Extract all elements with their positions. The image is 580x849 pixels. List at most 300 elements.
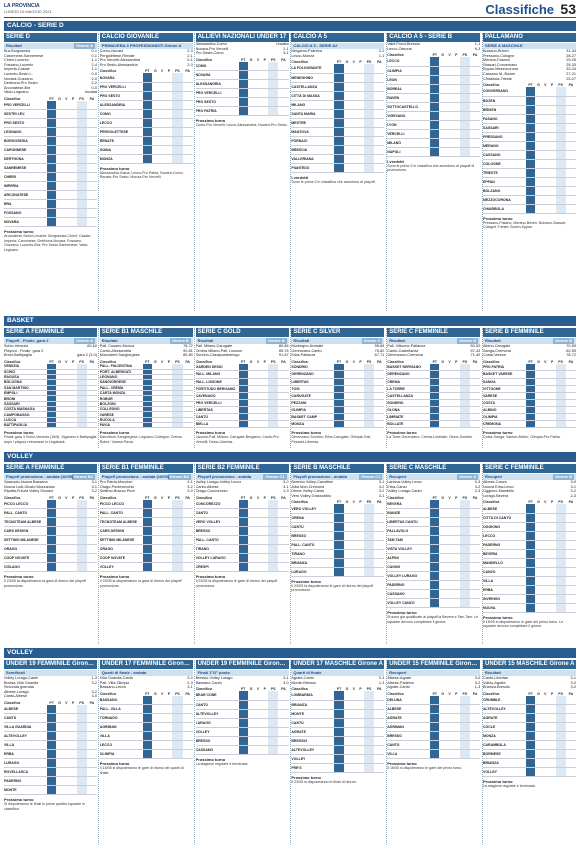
table-row [483, 723, 576, 732]
table-header-cell: PS [175, 495, 180, 500]
team-name: COCLE [483, 723, 526, 732]
team-name: SETTIMO MILANESE [100, 536, 143, 545]
points-cell [47, 518, 56, 527]
points-cell [334, 154, 343, 163]
stat-cell [460, 714, 470, 723]
stat-cell [255, 700, 262, 709]
next-round-note: Il 23/05 la disputeranno la gara di ritorno dei playoff promozione. [99, 579, 182, 588]
team-name: TECNOTEAM ALBESE [100, 518, 143, 527]
team-name: BOLOGNA [4, 380, 47, 385]
table-row [387, 111, 480, 120]
stat-cell [566, 723, 576, 732]
stat-cell [470, 138, 480, 147]
stat-cell [566, 741, 576, 750]
stat-cell [542, 114, 549, 123]
stat-cell [166, 91, 173, 100]
team-name: LOMBARDIA [291, 691, 334, 700]
stat-cell [535, 407, 542, 414]
points-cell [334, 558, 343, 567]
stat-cell [535, 159, 542, 168]
table-header-cell: V [256, 359, 260, 364]
table-header-cell: Classifica [291, 60, 308, 65]
team-name: VERO VOLLEY [291, 504, 334, 513]
stat-cell [460, 385, 470, 392]
stat-cell [460, 129, 470, 138]
result-match: Cantù-Albese [195, 484, 219, 489]
stat-cell [470, 581, 480, 590]
standings-table [196, 687, 289, 755]
stat-cell [535, 168, 542, 177]
stat-cell [261, 563, 268, 572]
team-name: ALESSANDRIA [196, 80, 239, 89]
team-name: SANGIORGESE [100, 380, 143, 385]
points-cell [143, 696, 152, 705]
stat-cell [439, 147, 446, 156]
points-cell [334, 118, 343, 127]
stat-cell [268, 691, 278, 700]
points-cell [430, 705, 439, 714]
team-name: CAVENAGO [196, 392, 239, 399]
stat-cell [556, 123, 566, 132]
stat-cell [172, 500, 182, 509]
stat-cell [350, 727, 357, 736]
points-cell [143, 518, 152, 527]
stat-cell [77, 563, 87, 572]
stat-cell [350, 407, 357, 414]
result-match: Volley-Agrate [483, 680, 506, 685]
table-header-cell: V [544, 359, 547, 364]
stat-cell [357, 736, 364, 745]
table-header-row [387, 496, 480, 500]
team-name: CREMA [387, 378, 430, 385]
table-header-cell: P [359, 359, 362, 364]
team-name: LEGNANO [100, 374, 143, 379]
table-row [4, 536, 97, 545]
stat-cell [357, 558, 364, 567]
result-row [100, 685, 193, 690]
result-score: 1-1 [378, 53, 385, 58]
stat-cell [453, 385, 460, 392]
stat-cell [77, 777, 87, 786]
standings-table [387, 496, 480, 609]
stat-cell [166, 82, 173, 91]
points-cell [526, 150, 535, 159]
stat-cell [344, 718, 351, 727]
stat-cell [152, 696, 159, 705]
team-name: ORAGO [4, 545, 47, 554]
table-header-cell: Classifica [4, 359, 21, 364]
stat-cell [535, 522, 542, 531]
table-row [387, 599, 480, 608]
table-row [387, 536, 480, 545]
stat-cell [255, 727, 262, 736]
stat-cell [278, 718, 288, 727]
stat-cell [172, 82, 182, 91]
stat-cell [172, 118, 182, 127]
stat-cell [255, 89, 262, 98]
stat-cell [183, 423, 193, 428]
table-row [100, 127, 193, 136]
stat-cell [453, 581, 460, 590]
stat-cell [364, 145, 374, 154]
result-match: Pro Sesto-Alessandria [99, 62, 138, 67]
stat-cell [453, 120, 460, 129]
points-cell [239, 727, 248, 736]
table-row [387, 421, 480, 428]
team-name: VILLA [100, 732, 143, 741]
table-row [291, 118, 384, 127]
stat-cell [446, 120, 453, 129]
team-name: OLIMPIA [483, 414, 526, 421]
stat-cell [453, 421, 460, 428]
stat-cell [87, 173, 97, 182]
table-row [387, 392, 480, 399]
points-cell [47, 164, 56, 173]
result-match: Agrate-Cantù [387, 685, 410, 690]
stat-cell [344, 136, 351, 145]
table-row [387, 120, 480, 129]
team-name: FASANO [483, 114, 526, 123]
stat-cell [268, 392, 278, 399]
team-name: PALL. CREMA [100, 385, 143, 390]
stat-cell [152, 100, 159, 109]
stat-cell [566, 204, 576, 213]
points-cell [526, 371, 535, 378]
stat-cell [350, 392, 357, 399]
stat-cell [77, 759, 87, 768]
table-header-row [387, 692, 480, 696]
group-strip-label: Risultati [101, 338, 118, 343]
stat-cell [364, 154, 374, 163]
team-name: PRO SESTO [196, 98, 239, 107]
result-score: 25-27 [566, 76, 576, 81]
stat-cell [152, 73, 159, 82]
stat-cell [159, 118, 166, 127]
stat-cell [183, 527, 193, 536]
stat-cell [470, 741, 480, 750]
points-cell [430, 696, 439, 705]
stat-cell [70, 164, 77, 173]
stat-cell [255, 509, 262, 518]
result-score: 1-3 [474, 685, 481, 690]
stat-cell [166, 732, 173, 741]
result-score: 1-1 [474, 42, 481, 46]
table-row [387, 147, 480, 156]
stat-cell [248, 421, 255, 428]
stat-cell [439, 705, 446, 714]
group-badge: Girone A [459, 474, 477, 479]
stat-cell [248, 700, 255, 709]
table-header-cell: P [550, 359, 554, 364]
stat-cell [453, 378, 460, 385]
stat-cell [63, 536, 70, 545]
team-name: CRUMBLE [483, 696, 526, 705]
group-strip: SERIE A MASCHILE [483, 43, 576, 49]
stat-cell [374, 540, 384, 549]
next-round-note: La stagione regolare è terminata. [483, 784, 536, 789]
stat-cell [63, 777, 70, 786]
stat-cell [248, 509, 255, 518]
stat-cell [374, 100, 384, 109]
stat-cell [556, 594, 566, 603]
result-score: 3-1 [378, 480, 385, 484]
stat-cell [56, 110, 63, 119]
points-cell [239, 518, 248, 527]
result-match: Brianza-Bressio [483, 685, 510, 690]
standings-table [291, 60, 384, 173]
table-header-cell: Classifica [99, 69, 117, 74]
stat-cell [152, 423, 159, 428]
stat-cell [453, 518, 460, 527]
stat-cell [460, 93, 470, 102]
team-name: FORTITUDO BERGAMO [196, 385, 239, 392]
team-name: LYON [387, 120, 430, 129]
standings-box [196, 660, 289, 845]
stat-cell [261, 407, 268, 414]
stat-cell [268, 371, 278, 378]
team-name: TIRANO [291, 549, 334, 558]
result-score: 0-0 [91, 85, 97, 90]
box-title: UNDER 17 MASCHILE Girone A [293, 661, 383, 667]
stat-cell [535, 696, 542, 705]
table-row [100, 732, 193, 741]
stat-cell [166, 741, 173, 750]
stat-cell [357, 378, 364, 385]
stat-cell [446, 385, 453, 392]
stat-cell [166, 500, 173, 509]
team-name: VOLLEY [196, 727, 239, 736]
stat-cell [364, 82, 374, 91]
stat-cell [344, 109, 351, 118]
standings-box [291, 33, 384, 311]
table-row [100, 154, 193, 163]
table-row [387, 581, 480, 590]
stat-cell [172, 154, 182, 163]
points-cell [430, 536, 439, 545]
stat-cell [556, 558, 566, 567]
points-cell [526, 714, 535, 723]
table-row [4, 723, 97, 732]
stat-cell [446, 414, 453, 421]
table-row [387, 414, 480, 421]
table-row [100, 554, 193, 563]
stat-cell [70, 554, 77, 563]
stat-cell [556, 371, 566, 378]
next-round-note: Il 16/05 si disputeranno le gare del primo turno. Le squadre devono completare il girone. [483, 619, 564, 629]
stat-cell [166, 527, 173, 536]
result-match: Pall. Milano-Carugate [195, 344, 233, 348]
stat-cell [374, 371, 384, 378]
stat-cell [556, 723, 566, 732]
stat-cell [152, 723, 159, 732]
stat-cell [56, 750, 63, 759]
stat-cell [357, 127, 364, 136]
team-name: SANTA MARIA [291, 109, 334, 118]
points-cell [334, 414, 343, 421]
result-match: Agrate-Cantù [291, 676, 314, 680]
next-round-label: Prossimo turno [387, 430, 417, 436]
table-row [291, 145, 384, 154]
team-name: PIANTEDO [291, 163, 334, 172]
result-score: 85-80 [183, 353, 193, 358]
points-cell [239, 527, 248, 536]
points-cell [334, 145, 343, 154]
stat-cell [470, 364, 480, 371]
stat-cell [460, 407, 470, 414]
table-header-cell: Classifica [4, 495, 21, 500]
next-round-note: Costa-Sanga; Varese-Albino; Olimpia-Pro Patria. [483, 435, 561, 440]
stat-cell [278, 71, 288, 80]
result-match: Lucento-Sestri L. [4, 71, 33, 76]
stat-cell [63, 173, 70, 182]
stat-cell [152, 714, 159, 723]
result-match: Dema Volley-Cantù [291, 489, 325, 494]
table-header-row [291, 687, 384, 691]
stat-cell [470, 378, 480, 385]
stat-cell [453, 129, 460, 138]
stat-cell [77, 518, 87, 527]
team-name: CARS DESIGN [4, 527, 47, 536]
stat-cell [255, 709, 262, 718]
stat-cell [159, 145, 166, 154]
stat-cell [556, 385, 566, 392]
stat-cell [172, 145, 182, 154]
team-name: SETTIMO MILANESE [4, 536, 47, 545]
table-row [483, 414, 576, 421]
stat-cell [152, 127, 159, 136]
stat-cell [70, 119, 77, 128]
stat-cell [566, 132, 576, 141]
stat-cell [77, 209, 87, 218]
table-row [483, 714, 576, 723]
stat-cell [364, 745, 374, 754]
table-header-cell: PS [79, 96, 84, 101]
stat-cell [344, 540, 351, 549]
stat-cell [364, 91, 374, 100]
table-header-cell: P [455, 359, 458, 364]
table-row [4, 518, 97, 527]
stat-cell [566, 392, 576, 399]
stat-cell [268, 727, 278, 736]
stat-cell [556, 504, 566, 513]
table-row [291, 540, 384, 549]
stat-cell [535, 558, 542, 567]
table-header-cell: Classifica [195, 359, 212, 364]
next-round-note: Alessandria-Giana; Lecco-Pro Patria; Novara-Como; Renate-Pro Sesto; Monza-Pro Vercelli. [99, 170, 184, 180]
points-cell [239, 554, 248, 563]
stat-cell [63, 741, 70, 750]
points-cell [239, 500, 248, 509]
stat-cell [535, 504, 542, 513]
stat-cell [566, 114, 576, 123]
stat-cell [460, 509, 470, 518]
stat-cell [439, 129, 446, 138]
table-row [483, 741, 576, 750]
stat-cell [460, 364, 470, 371]
table-header-cell: PS [270, 495, 276, 500]
table-header-cell: V [160, 69, 164, 74]
table-row [196, 691, 289, 700]
stat-cell [159, 723, 166, 732]
stat-cell [535, 540, 542, 549]
stat-cell [183, 518, 193, 527]
table-header-cell: Classifica [291, 687, 308, 692]
table-row [483, 385, 576, 392]
table-header-cell: PT [528, 83, 533, 88]
standings-table [196, 496, 289, 573]
stat-cell [470, 75, 480, 84]
standings-table [196, 360, 289, 429]
stat-cell [446, 723, 453, 732]
stat-cell [374, 763, 384, 772]
stat-cell [77, 119, 87, 128]
stat-cell [453, 714, 460, 723]
result-match: Arconatese-Bra [4, 85, 31, 90]
table-row [291, 754, 384, 763]
team-name: FOSSANO [4, 209, 47, 218]
points-cell [239, 392, 248, 399]
stat-cell [63, 182, 70, 191]
table-header-cell: PT [49, 96, 54, 101]
table-row [4, 191, 97, 200]
stat-cell [268, 107, 278, 116]
result-match: Sondrio-Casalpusterlengo [195, 353, 240, 358]
table-row [387, 705, 480, 714]
stat-cell [77, 128, 87, 137]
table-row [196, 554, 289, 563]
stat-cell [446, 750, 453, 759]
stat-cell [453, 102, 460, 111]
stat-cell [446, 84, 453, 93]
team-name: CONVERSANO [483, 87, 526, 96]
table-header-cell: PA [376, 500, 382, 505]
next-round-note: Gerenzano-Sondrio; Erba-Carugate; Olimpia-Tosi; Pezzani-Libertas. [291, 435, 372, 444]
stat-cell [364, 763, 374, 772]
next-round-note: Finale gara 3 Schio-Venezia (16/5). Vigarano e Battipaglia dopo i playout retrocesse in Legabask. [4, 435, 97, 444]
points-cell [47, 128, 56, 137]
table-header-row [4, 496, 97, 500]
stat-cell [566, 378, 576, 385]
stat-cell [453, 536, 460, 545]
table-header-cell: PT [49, 700, 54, 705]
table-row [387, 509, 480, 518]
stat-cell [446, 536, 453, 545]
table-header-cell: PS [558, 83, 563, 88]
table-header-cell: G [58, 495, 61, 500]
stat-cell [278, 107, 288, 116]
result-row [291, 681, 384, 686]
points-cell [239, 107, 248, 116]
stat-cell [439, 732, 446, 741]
points-cell [526, 421, 535, 428]
next-round-note: Lissone-Pall. Milano; Carugate-Bergamo; Cantù-Pro Vercelli; Desio-Libertas. [195, 435, 279, 444]
table-header-cell: P [263, 495, 266, 500]
stat-cell [350, 745, 357, 754]
team-name: CANTÙ [4, 714, 47, 723]
team-name: BIELLA [196, 421, 239, 428]
stat-cell [166, 100, 173, 109]
result-score: 3-0 [283, 480, 289, 484]
stat-cell [56, 200, 63, 209]
stat-cell [453, 696, 460, 705]
result-match: Caronnese-Sanremese [4, 53, 44, 58]
table-row [387, 93, 480, 102]
result-score: 70-59 [566, 344, 576, 348]
result-match: Lecco-Monza [291, 53, 315, 58]
result-score: 3-2 [187, 484, 193, 489]
stat-cell [357, 109, 364, 118]
stat-cell [159, 554, 166, 563]
